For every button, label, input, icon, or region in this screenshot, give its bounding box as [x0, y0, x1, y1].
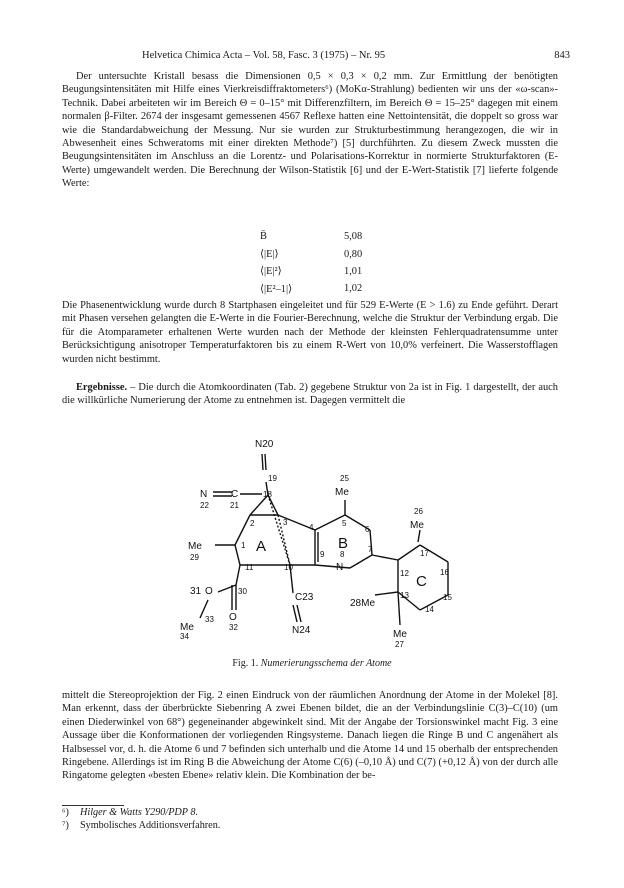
atom-label: 12 [400, 569, 409, 578]
atom-label: 16 [440, 568, 449, 577]
atom-label: 7 [368, 545, 373, 554]
atom-label: N24 [292, 625, 311, 636]
atom-label: 8 [340, 550, 345, 559]
paragraph-results [62, 381, 558, 408]
atom-label: N [200, 489, 208, 500]
stats-value: 1,02 [344, 283, 363, 295]
footnote-mark: ⁷) [62, 820, 69, 831]
paragraph-stereoprojection: mittelt die Stereoprojektion der Fig. 2 einen Eindruck von der räumlichen Anordnung der Atome in der Molekel [8]. Man erkennt, dass der überbrückte Siebenring A zwei Ebenen bildet, die an der Verbindungslinie C(3)–C(10) (um einen Diederwinkel von 68°) gegeneinander abgewinkelt sind. Mit der Angabe der Torsionswinkel macht Fig. 3 eine Aussage über die Konformationen der vorliegenden Ringsysteme. Danach liegen die Ringe B und C angenähert als Halbsessel vor, d. h. die Atome 6 und 7 befinden sich unterhalb und die Atome 14 und 15 oberhalb der entsprechenden Ringebene. Allerdings ist im Ring B die Abweichung der Atome C(6) (–0,10 Å) und C(7) (+0,12 Å) von der durch alle Ringatome gelegten «besten Ebene» relativ klein. Die Kombination der be- [62, 690, 558, 782]
journal-citation: Helvetica Chimica Acta – Vol. 58, Fasc. 3 (1975) – Nr. 95 [142, 50, 386, 61]
atom-label: 19 [268, 474, 277, 483]
stats-value: 1,01 [344, 265, 363, 277]
footnote [62, 807, 198, 818]
results-heading: Ergebnisse. [76, 382, 128, 393]
atom-label: Me [180, 622, 194, 633]
stats-label: ⟨|E|⟩ [260, 249, 279, 261]
atom-label: 13 [400, 591, 409, 600]
results-text: – Die durch die Atomkoordinaten (Tab. 2) gegebene Struktur von 2a ist in Fig. 1 dargestellt, der auch die willkürliche Numerierung der Atome zu entnehmen ist. Dagegen vermittelt die [62, 382, 558, 407]
atom-label: 27 [395, 640, 404, 649]
atom-label: Me [188, 541, 202, 552]
atom-label: 26 [414, 507, 423, 516]
stats-row [252, 280, 362, 297]
footnote [62, 820, 220, 831]
footnote-text: Symbolisches Additionsverfahren. [80, 820, 221, 831]
numbering-scheme-diagram [150, 425, 480, 665]
atom-label: 2 [250, 519, 255, 528]
figure-caption [0, 658, 624, 669]
atom-label: 28Me [350, 598, 376, 609]
atom-label: C23 [295, 592, 314, 603]
caption-prefix: Fig. 1. [232, 658, 259, 669]
atom-label: 10 [284, 563, 293, 572]
atom-label: 18 [263, 490, 272, 499]
atom-label: 17 [420, 549, 429, 558]
atom-label: 14 [425, 605, 434, 614]
atom-label: O [229, 612, 237, 623]
ring-label-b: B [338, 535, 349, 552]
caption-text: Numerierungsschema der Atome [260, 658, 392, 669]
stats-label: ⟨|E|²⟩ [260, 266, 282, 278]
atom-label: O [205, 586, 213, 597]
page-number: 843 [554, 50, 570, 61]
stats-row [252, 263, 362, 280]
e-value-statistics-table [252, 228, 362, 298]
atom-label: 21 [230, 501, 239, 510]
paragraph-phase-development: Die Phasenentwicklung wurde durch 8 Startphasen eingeleitet und für 529 E-Werte (E > 1.6) zu Ende geführt. Derart mit Phasen versehen gelangten die E-Werte in die Fourier-Berechnung, welche die Struktur der Verbindung ergab. Die für die Atomparameter erhaltenen Werte wurden nach der Methode der kleinsten Fehlerquadratensumme unter Berücksichtigung anisotroper Temperaturfaktoren bis zu einem R-Wert von 10,0% verfeinert. Die Wasserstofflagen wurden nicht bestimmt. [62, 300, 558, 365]
atom-label: 9 [320, 550, 325, 559]
stats-label: B̄ [260, 231, 267, 243]
atom-label: Me [393, 629, 407, 640]
atom-label: 15 [443, 593, 452, 602]
stats-row [252, 228, 362, 245]
atom-label: 25 [340, 474, 349, 483]
atom-labels [180, 439, 452, 649]
atom-label: 22 [200, 501, 209, 510]
atom-label: 1 [241, 541, 246, 550]
ring-label-a: A [256, 538, 267, 555]
paragraph-crystal-measurement: Der untersuchte Kristall besass die Dimensionen 0,5 × 0,3 × 0,2 mm. Zur Ermittlung der benötigten Beugungsintensitäten mit Hilfe eines Vierkreisdiffraktometers⁶) (MoKα-Strahlung) bedienten wir uns der «ω-scan»-Technik. Dabei arbeiteten wir im Bereich Θ = 0–15° mit Differenzfiltern, im Bereich Θ = 15–25° dagegen mit einem normalen β-Filter. 2674 der insgesamt gemessenen 4567 Reflexe hatten eine Nettointensität, die doppelt so gross war wie die Standardabweichung der Messung. Nur sie wurden zur Strukturbestimmung herangezogen, die wir in Abwesenheit eines Schweratoms mit einer direkten Methode⁷) [5] durchführten. Zu diesem Zweck mussten die Beugungsintensitäten im Anschluss an die Lorentz- und Polarisations-Korrektur in normierte Strukturfaktoren (E-Werte) umgewandelt werden. Die Berechnung der Wilson-Statistik [6] und der E-Wert-Statistik [7] lieferte folgende Werte: [62, 71, 558, 190]
atom-label: 5 [342, 519, 347, 528]
atom-label: 31 [190, 586, 202, 597]
atom-label: N [336, 562, 344, 573]
atom-label: 34 [180, 632, 189, 641]
bond-lines [200, 454, 448, 625]
atom-label: 11 [245, 563, 254, 572]
atom-label: 4 [309, 523, 314, 532]
footnote-mark: ⁶) [62, 807, 69, 818]
stats-row [252, 245, 362, 262]
atom-label: Me [335, 487, 349, 498]
stats-value: 0,80 [344, 248, 363, 260]
atom-label: C [231, 489, 239, 500]
atom-label: 29 [190, 553, 199, 562]
stats-label: ⟨|E²–1|⟩ [260, 283, 293, 295]
stats-value: 5,08 [344, 231, 363, 243]
atom-label: 33 [205, 615, 214, 624]
atom-label: N20 [255, 439, 274, 450]
atom-label: 3 [283, 518, 288, 527]
footnote-text: Hilger & Watts Y290/PDP 8. [80, 807, 199, 818]
footnote-separator [62, 805, 124, 806]
atom-label: 32 [229, 623, 238, 632]
ring-label-c: C [416, 573, 427, 590]
atom-label: 6 [365, 525, 370, 534]
atom-label: Me [410, 520, 424, 531]
atom-label: 30 [238, 587, 247, 596]
